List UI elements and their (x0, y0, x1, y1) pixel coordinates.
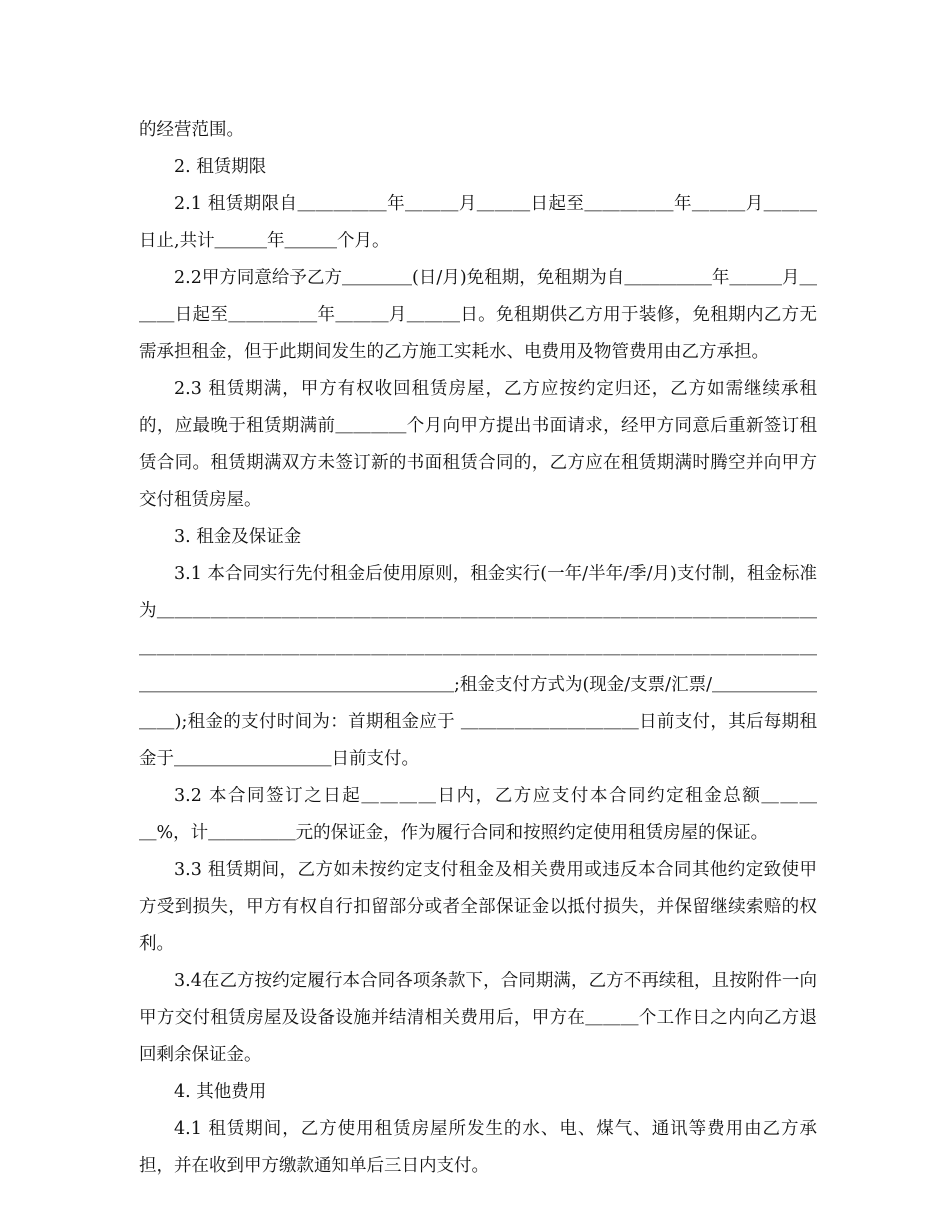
clause-2-3: 2.3 租赁期满，甲方有权收回租赁房屋，乙方应按约定归还，乙方如需继续承租的，应最晚于租赁期满前＿＿＿＿个月向甲方提出书面请求，经甲方同意后重新签订租赁合同。租赁期满双方未签订新的书面租赁合同的，乙方应在租赁期满时腾空并向甲方交付租赁房屋。 (139, 379, 817, 510)
clause-2-2: 2.2甲方同意给予乙方＿＿＿＿(日/月)免租期，免租期为自＿＿＿＿＿年＿＿＿月＿＿＿日起至＿＿＿＿＿年＿＿＿月＿＿＿日。免租期供乙方用于装修，免租期内乙方无需承担租金，但于此期间发生的乙方施工实耗水、电费用及物管费用由乙方承担。 (139, 268, 817, 362)
clause-3-4: 3.4在乙方按约定履行本合同各项条款下，合同期满，乙方不再续租，且按附件一向甲方交付租赁房屋及设备设施并结清相关费用后，甲方在＿＿＿个工作日之内向乙方退回剩余保证金。 (139, 971, 817, 1065)
document-body (139, 112, 817, 1185)
clause-4-1: 4.1 租赁期间，乙方使用租赁房屋所发生的水、电、煤气、通讯等费用由乙方承担，并在收到甲方缴款通知单后三日内支付。 (139, 1119, 817, 1176)
clause-3-3: 3.3 租赁期间，乙方如未按约定支付租金及相关费用或违反本合同其他约定致使甲方受到损失，甲方有权自行扣留部分或者全部保证金以抵付损失，并保留继续索赔的权利。 (139, 860, 817, 954)
clause-2-1: 2.1 租赁期限自＿＿＿＿＿年＿＿＿月＿＿＿日起至＿＿＿＿＿年＿＿＿月＿＿＿日止,共计＿＿＿年＿＿＿个月。 (139, 194, 817, 251)
clause-3-2: 3.2 本合同签订之日起＿＿＿＿日内，乙方应支付本合同约定租金总额＿＿＿＿%，计＿＿＿＿＿元的保证金，作为履行合同和按照约定使用租赁房屋的保证。 (139, 786, 817, 843)
section-heading-other-fees: 4. 其他费用 (174, 1082, 267, 1102)
clause-3-1: 3.1 本合同实行先付租金后使用原则，租金实行(一年/半年/季/月)支付制，租金标准为＿＿＿＿＿＿＿＿＿＿＿＿＿＿＿＿＿＿＿＿＿＿＿＿＿＿＿＿＿＿＿＿＿＿＿＿＿＿＿＿＿＿＿＿＿＿＿＿＿＿＿＿＿＿＿＿＿＿＿＿＿＿＿＿＿＿＿＿＿＿＿＿＿＿＿＿＿＿＿＿＿＿＿＿＿＿＿＿＿＿＿＿＿;租金支付方式为(现金/支票/汇票/＿＿＿＿＿＿＿＿);租金的支付时间为：首期租金应于 ＿＿＿＿＿＿＿＿＿＿日前支付，其后每期租金于＿＿＿＿＿＿＿＿＿日前支付。 (139, 564, 817, 769)
paragraph-scope-end: 的经营范围。 (139, 120, 244, 140)
section-heading-rent-deposit: 3. 租金及保证金 (174, 527, 302, 547)
section-heading-lease-term: 2. 租赁期限 (174, 157, 267, 177)
